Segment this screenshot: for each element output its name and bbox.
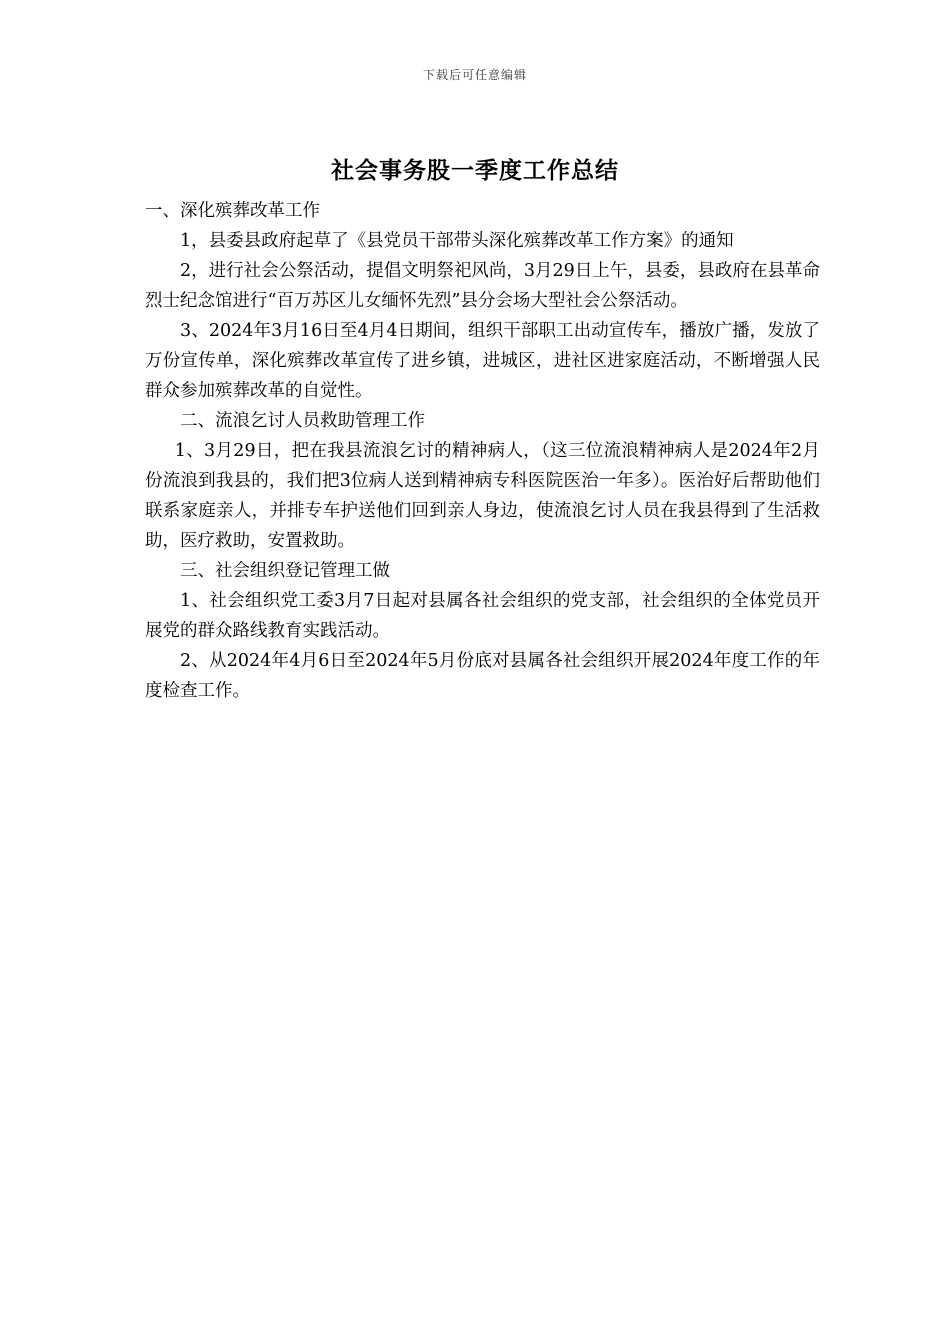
- document-body: [145, 196, 820, 706]
- section-1-item-1: 1，县委县政府起草了《县党员干部带头深化殡葬改革工作方案》的通知: [180, 231, 734, 251]
- section-1-heading: 一、深化殡葬改革工作: [145, 201, 320, 221]
- section-1-item-3: 3、2024年3月16日至4月4日期间，组织干部职工出动宣传车，播放广播，发放了万份宣传单，深化殡葬改革宣传了进乡镇，进城区，进社区进家庭活动，不断增强人民群众参加殡葬改革的自觉性。: [145, 321, 820, 401]
- section-3-item-2: 2、从2024年4月6日至2024年5月份底对县属各社会组织开展2024年度工作的年度检查工作。: [145, 651, 820, 701]
- section-1-item-2: 2，进行社会公祭活动，提倡文明祭祀风尚，3月29日上午，县委，县政府在县革命烈士纪念馆进行“百万苏区儿女缅怀先烈”县分会场大型社会公祭活动。: [145, 261, 820, 311]
- document-title: 社会事务股一季度工作总结: [331, 157, 619, 184]
- download-note: 下载后可任意编辑: [422, 68, 527, 82]
- section-3-item-1: 1、社会组织党工委3月7日起对县属各社会组织的党支部，社会组织的全体党员开展党的群众路线教育实践活动。: [145, 591, 820, 641]
- section-2-heading: 二、流浪乞讨人员救助管理工作: [180, 411, 425, 431]
- section-3-heading: 三、社会组织登记管理工做: [180, 561, 390, 581]
- section-2-item-1: 1、3月29日，把在我县流浪乞讨的精神病人，（这三位流浪精神病人是2024年2月份流浪到我县的，我们把3位病人送到精神病专科医院医治一年多）。医治好后帮助他们联系家庭亲人，并排专车护送他们回到亲人身边，使流浪乞讨人员在我县得到了生活救助，医疗救助，安置救助。: [145, 441, 820, 551]
